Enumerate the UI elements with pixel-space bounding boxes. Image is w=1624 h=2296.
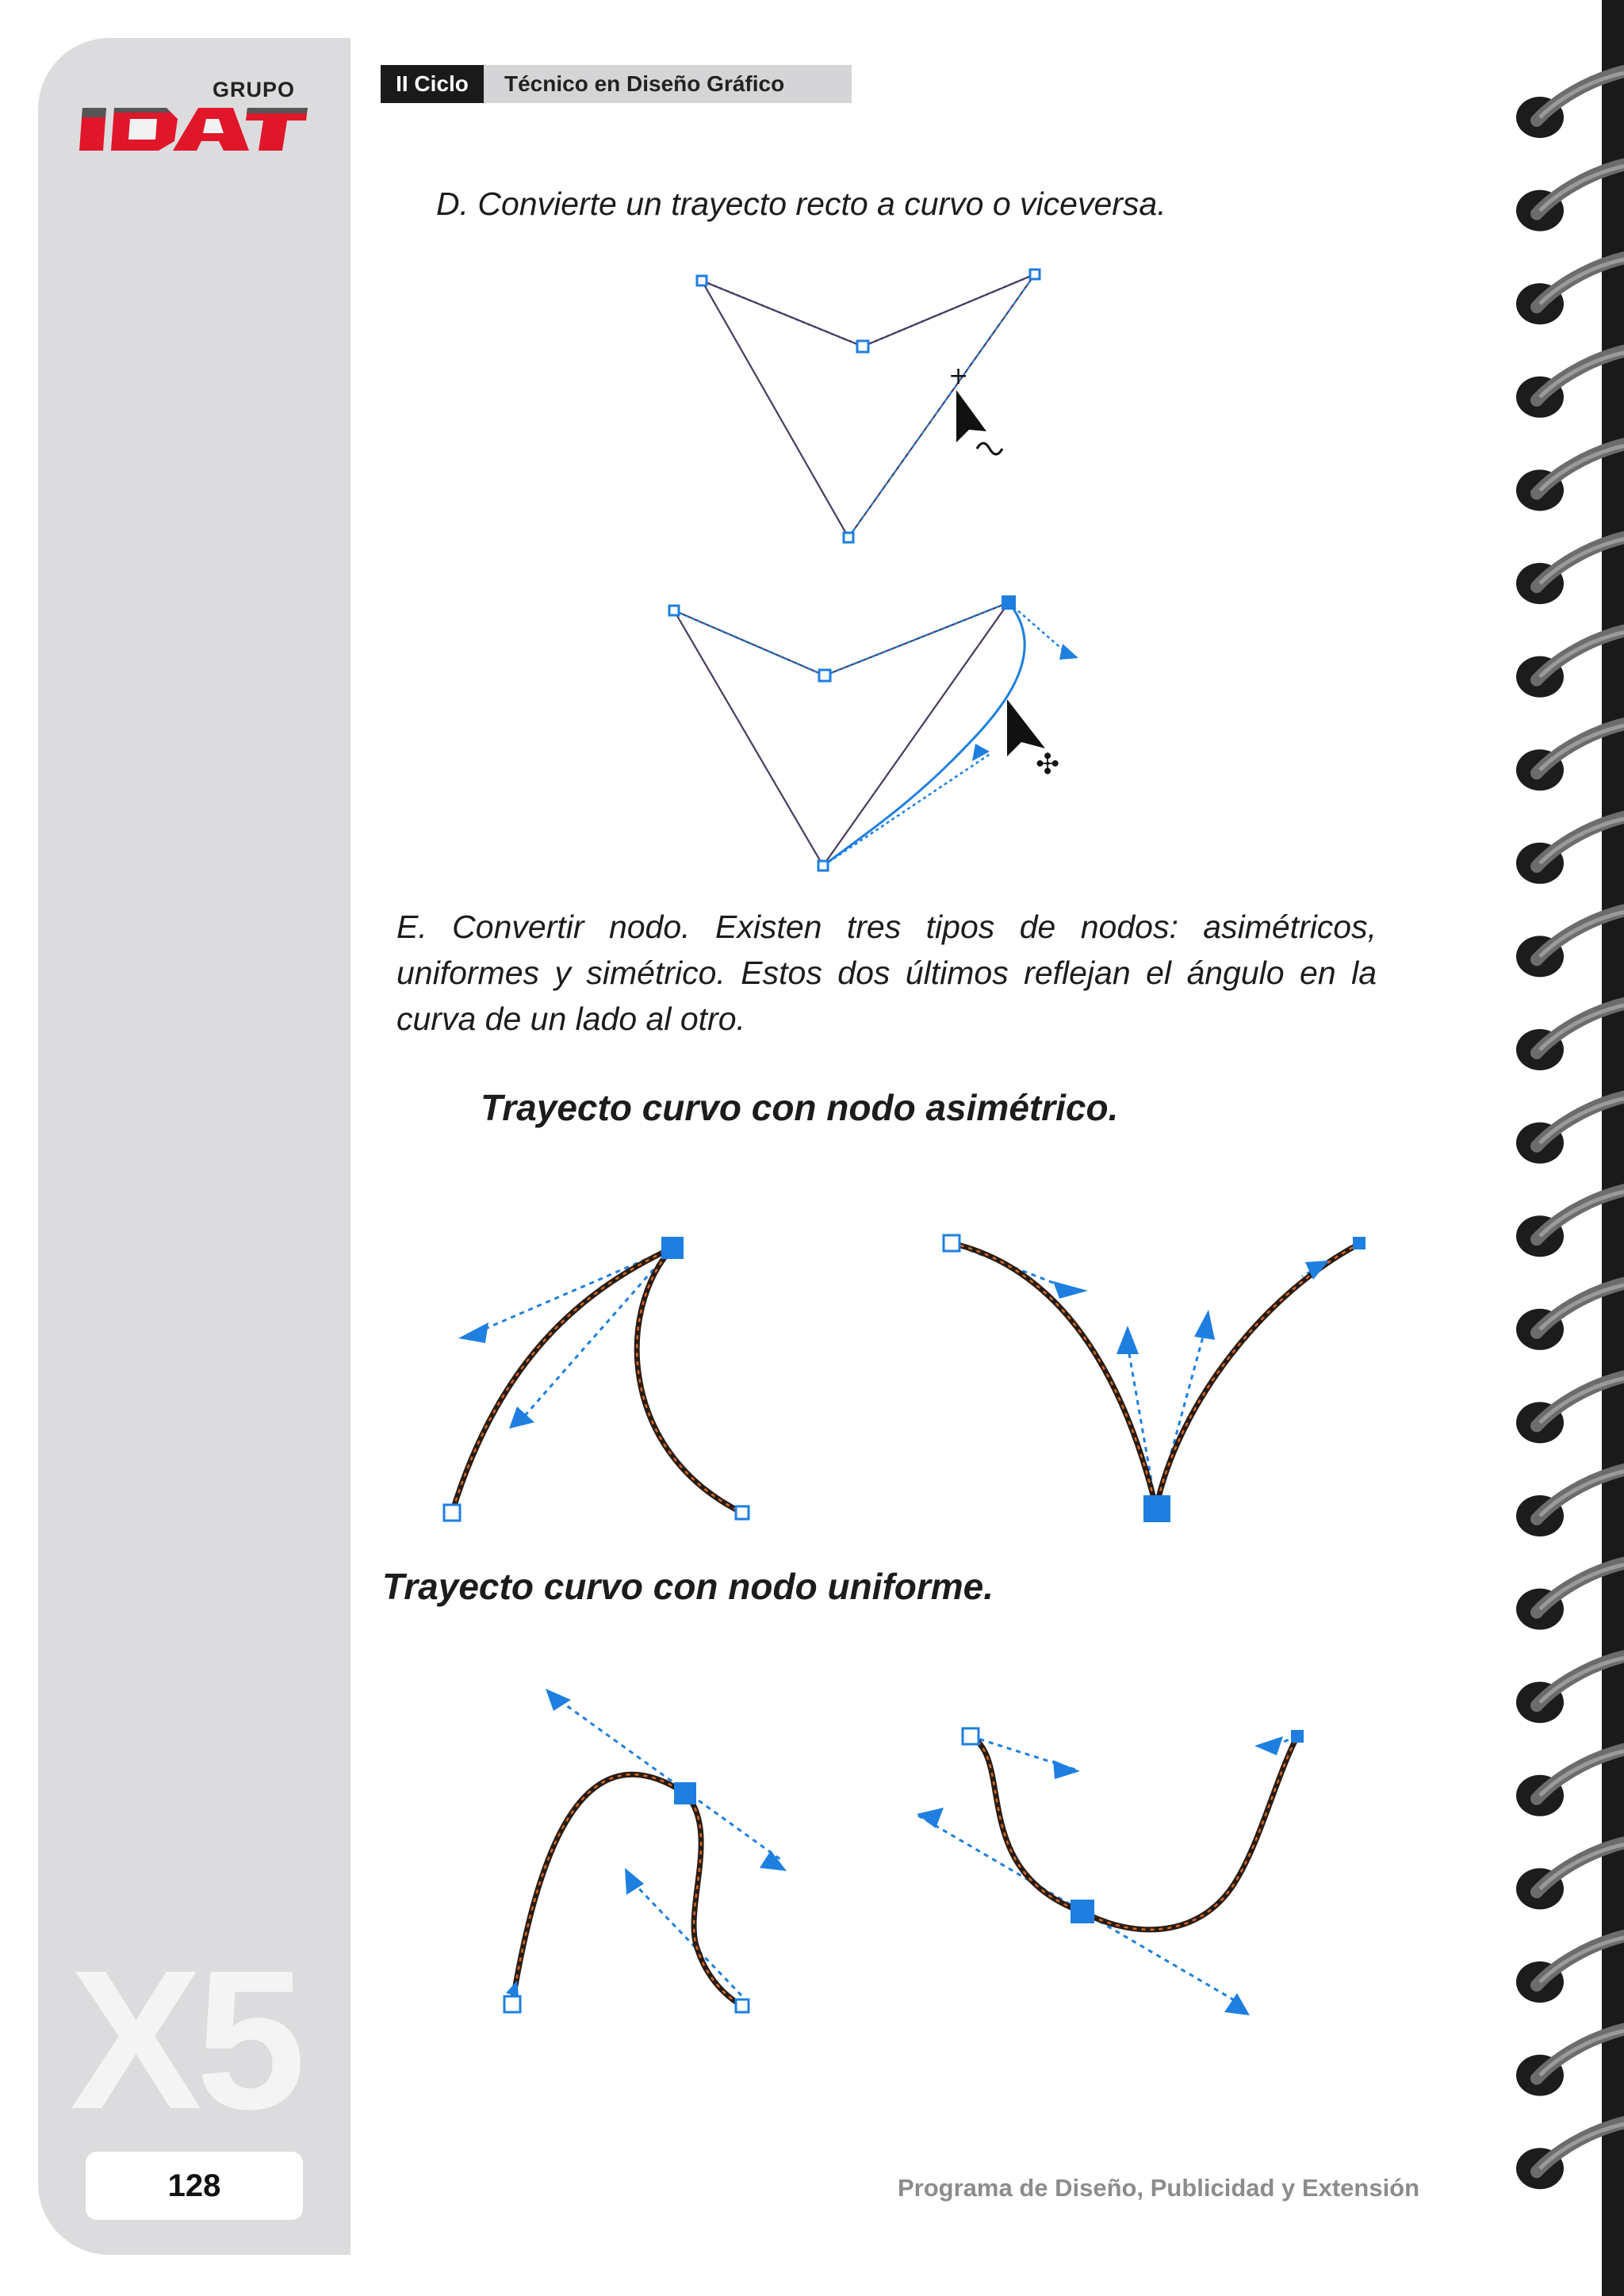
item-d-text: D. Convierte un trayecto recto a curvo o viceversa. (436, 186, 1166, 222)
converted-curve-figure (658, 587, 1102, 880)
heading-asymmetric: Trayecto curvo con nodo asimétrico. (481, 1087, 1119, 1128)
page-number: 128 (86, 2152, 303, 2220)
heading-uniform: Trayecto curvo con nodo uniforme. (382, 1566, 994, 1607)
uniform-node-figure-left (492, 1681, 809, 2022)
asymmetric-node-figure-left (435, 1221, 768, 1530)
svg-text:✣: ✣ (1036, 748, 1060, 781)
move-cursor-icon (1007, 699, 1059, 781)
item-e-text: E. Convertir nodo. Existen tres tipos de nodos: asimétricos, uniformes y simétrico. Estos dos últimos reflejan el ángulo en la curva de un lado al otro. (396, 909, 1377, 1037)
sidebar (38, 38, 350, 2255)
spiral-binding (1491, 0, 1624, 2296)
x5-watermark: X5 (70, 1929, 300, 2150)
straight-path-figure (682, 262, 1047, 547)
uniform-node-figure-right (904, 1705, 1316, 2022)
cycle-label: II Ciclo (381, 65, 484, 103)
svg-text:+: + (948, 362, 969, 390)
course-title: Técnico en Diseño Gráfico (484, 65, 852, 103)
footer-program: Programa de Diseño, Publicidad y Extensión (898, 2174, 1420, 2202)
cursor-icon (948, 362, 1002, 454)
logo-text-grupo: GRUPO (213, 78, 296, 101)
idat-logo (79, 101, 309, 157)
asymmetric-node-figure-right (933, 1221, 1377, 1530)
